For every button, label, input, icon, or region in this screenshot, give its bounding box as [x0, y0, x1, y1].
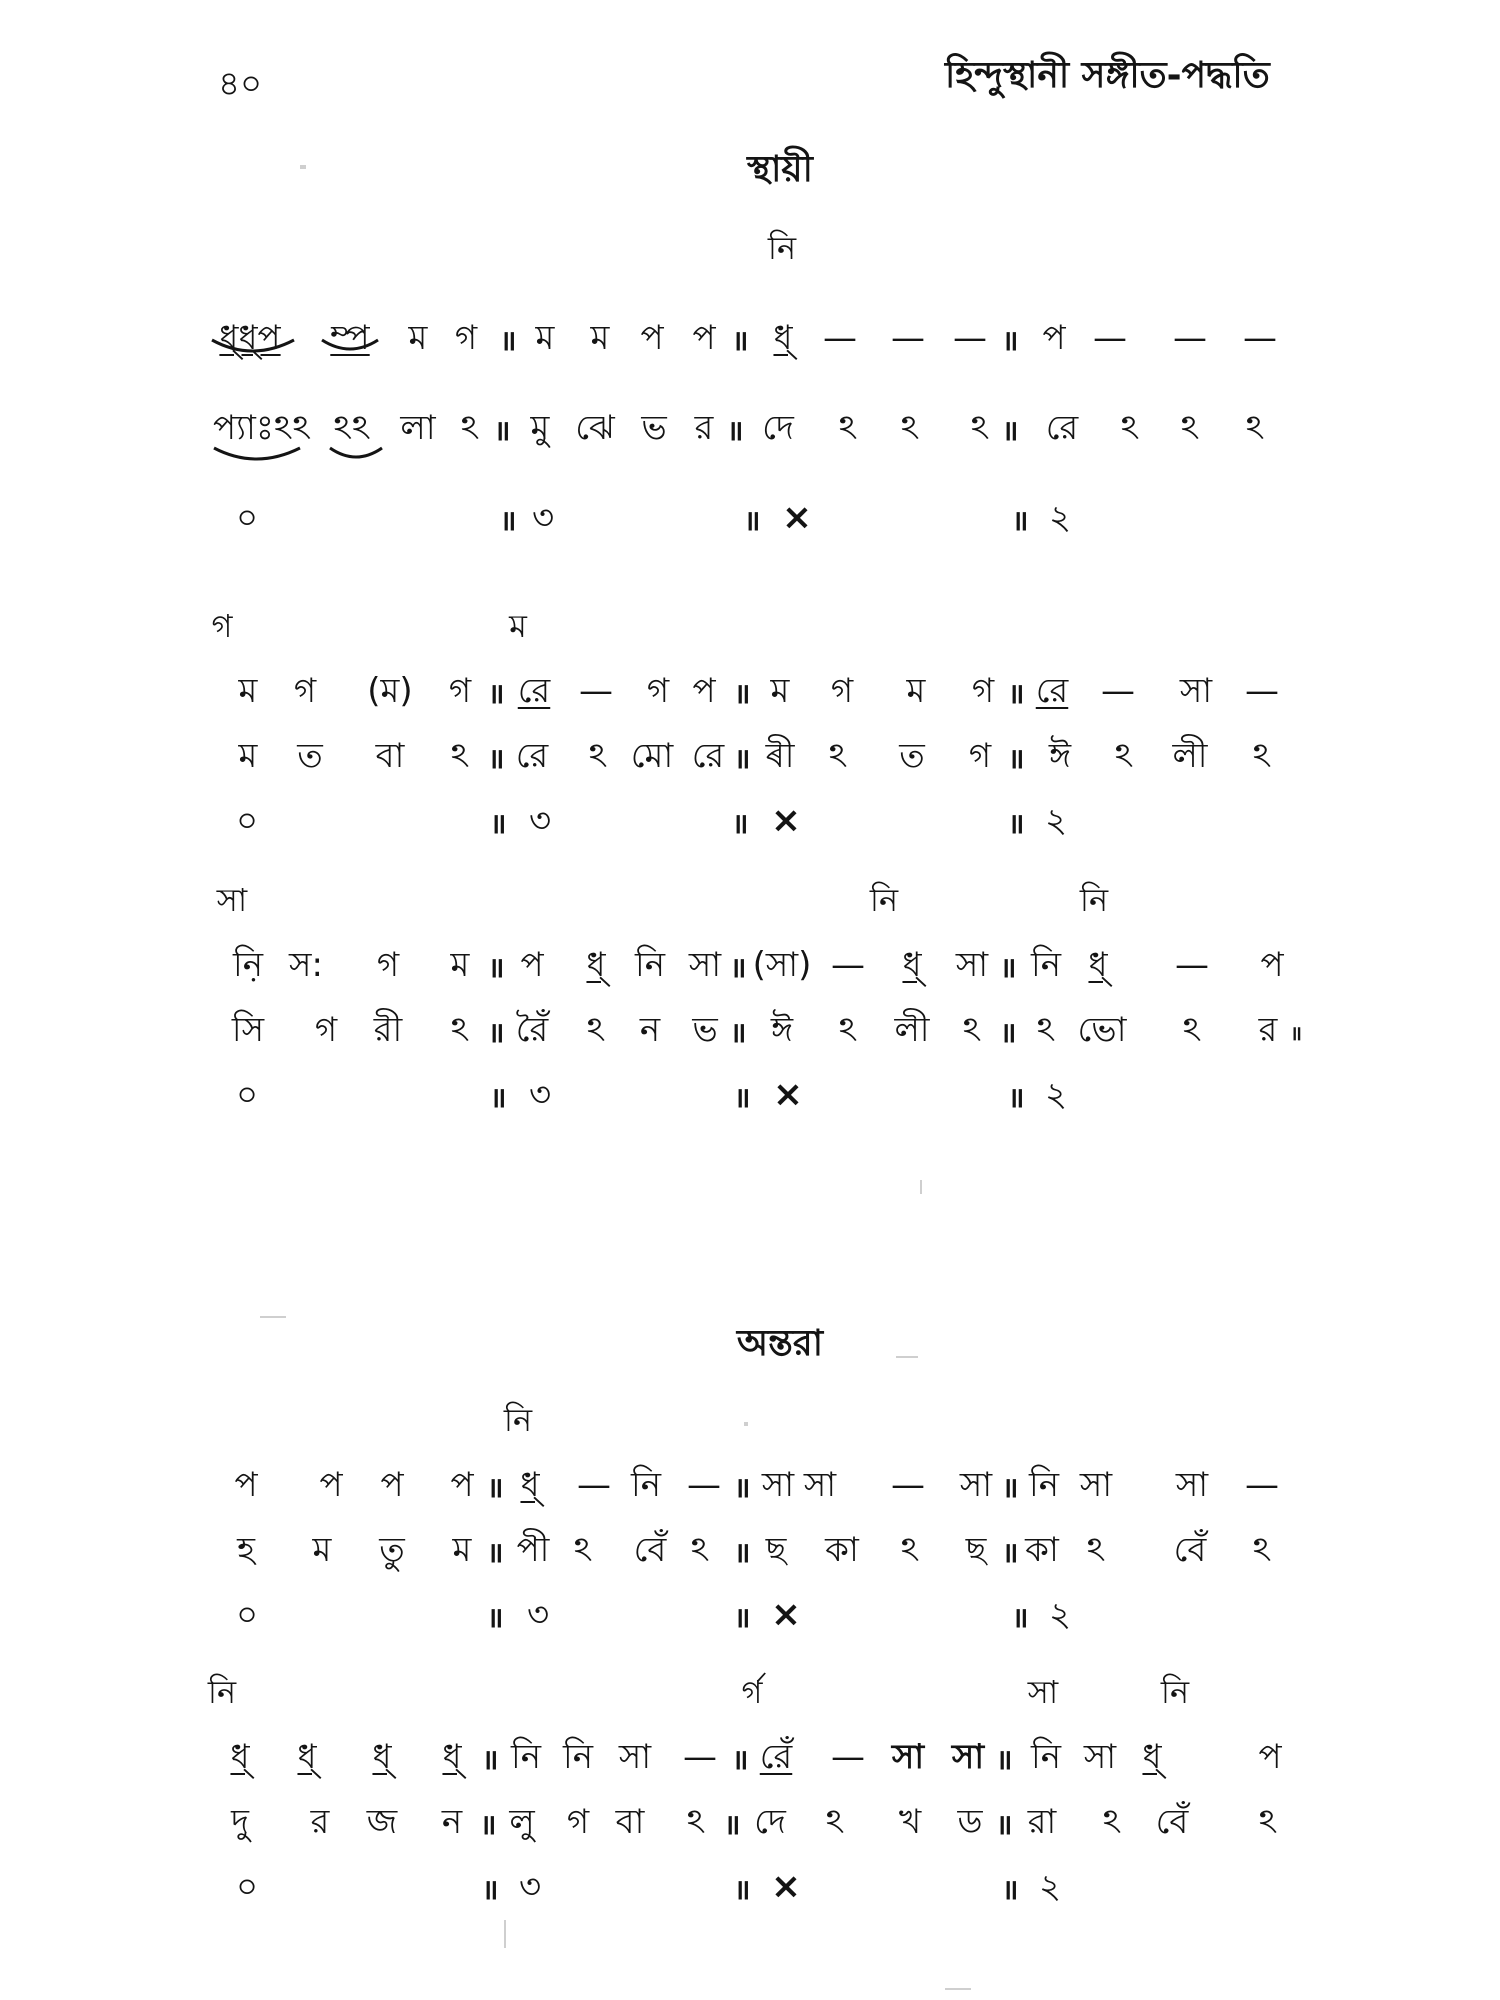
print-speck — [504, 1920, 506, 1948]
notation-swara-cell: গ — [293, 671, 317, 711]
notation-swara-cell: প — [380, 1465, 404, 1505]
notation-lyric-cell: ঽ — [828, 736, 848, 776]
notation-lyric-cell: বা — [375, 736, 405, 776]
bar-line: ॥ — [731, 807, 749, 840]
notation-swara-cell: নি — [510, 1737, 542, 1777]
notation-lyric-cell: ঽ — [1252, 1530, 1272, 1570]
notation-swara-cell: প — [1042, 318, 1066, 358]
notation-lyric-cell: ঽ — [1114, 736, 1134, 776]
notation-swara-cell: সা — [1083, 1737, 1117, 1777]
notation-swara-cell: রে — [517, 671, 551, 711]
notation-swara-cell: প — [692, 671, 716, 711]
notation-lyric-cell: গ — [968, 736, 992, 776]
notation-swara-cell: প — [640, 318, 664, 358]
notation-swara-cell: — — [1245, 1465, 1279, 1505]
notation-lyric-cell: রী — [373, 1010, 403, 1050]
notation-swara-cell: — — [831, 1737, 865, 1777]
notation-lyric-cell: ড — [957, 1802, 983, 1842]
notation-swara-cell: গ — [971, 671, 995, 711]
notation-tala-cell: ৩ — [518, 1867, 542, 1907]
notation-tala-cell: ০ — [235, 801, 259, 841]
notation-lyric-cell: লু — [509, 1802, 535, 1842]
notation-tala-cell: ৩ — [526, 1595, 550, 1635]
notation-grace-cell: নি — [1079, 881, 1109, 919]
notation-lyric-cell: ঽ — [1086, 1530, 1106, 1570]
notation-swara-cell: — — [1175, 945, 1209, 985]
notation-lyric-cell: ঽ — [900, 408, 920, 448]
notation-lyric-cell: ছ — [765, 1530, 787, 1570]
bar-line: ॥ — [733, 1081, 751, 1114]
bar-line: ॥ — [733, 742, 751, 775]
notation-lyric-cell: মো — [630, 736, 674, 776]
bar-line: ॥ — [1011, 504, 1029, 537]
notation-lyric-cell: ঽ — [450, 736, 470, 776]
notation-lyric-cell: রৈঁ — [515, 1010, 549, 1050]
bar-line: ॥ — [486, 1471, 504, 1504]
notation-lyric-cell: ঈ — [1048, 736, 1072, 776]
notation-lyric-cell: দে — [754, 1802, 786, 1842]
notation-lyric-cell: কা — [1025, 1530, 1059, 1570]
notation-lyric-cell: বেঁ — [633, 1530, 667, 1570]
notation-lyric-cell: লা — [400, 408, 436, 448]
notation-swara-cell: ধ্ — [1142, 1737, 1162, 1777]
notation-grace-cell: গ — [211, 607, 233, 645]
notation-lyric-cell: ম — [312, 1530, 332, 1570]
bar-line: ॥ — [487, 677, 505, 710]
bar-line: ॥ — [1011, 1601, 1029, 1634]
notation-lyric-cell: ঈ — [770, 1010, 794, 1050]
notation-swara-cell: রে — [1035, 671, 1069, 711]
notation-swara-cell: — — [687, 1465, 721, 1505]
notation-tala-cell: ৩ — [528, 801, 552, 841]
notation-swara-cell: সা — [1079, 1465, 1113, 1505]
notation-lyric-cell: ঽঽ — [333, 408, 371, 448]
notation-lyric-cell: ঽ — [690, 1530, 710, 1570]
notation-swara-cell: ম্প — [330, 318, 370, 358]
bar-line: ॥ — [1290, 1021, 1302, 1045]
bar-line: ॥ — [726, 414, 744, 447]
notation-lyric-cell: মু — [530, 408, 550, 448]
notation-lyric-cell: খ — [898, 1802, 922, 1842]
notation-lyric-cell: ঽ — [825, 1802, 845, 1842]
section-heading-sthayi: স্থায়ী — [747, 149, 813, 190]
notation-lyric-cell: লী — [894, 1010, 930, 1050]
section-heading-antara: অন্তরা — [736, 1323, 824, 1364]
notation-lyric-cell: ঽ — [1182, 1010, 1202, 1050]
bar-line: ॥ — [1001, 1471, 1019, 1504]
notation-swara-cell: ধ্ — [902, 945, 922, 985]
notation-swara-cell: — — [1245, 671, 1279, 711]
notation-lyric-cell: ঽ — [838, 1010, 858, 1050]
notation-swara-cell: সা — [891, 1737, 925, 1777]
print-speck — [945, 1988, 971, 1990]
notation-swara-cell: স: — [289, 945, 323, 985]
notation-swara-cell: নি — [1030, 1737, 1062, 1777]
notation-swara-cell: সা — [688, 945, 722, 985]
notation-lyric-cell: ন — [441, 1802, 463, 1842]
tala-sam-mark: × — [772, 1074, 804, 1115]
notation-lyric-cell: পী — [516, 1530, 550, 1570]
notation-lyric-cell: জ — [366, 1802, 398, 1842]
notation-swara-cell: সা — [1179, 671, 1213, 711]
bar-line: ॥ — [723, 1808, 741, 1841]
notation-lyric-cell: ঽ — [838, 408, 858, 448]
notation-swara-cell: — — [823, 318, 857, 358]
bar-line: ॥ — [743, 504, 761, 537]
bar-line: ॥ — [489, 1081, 507, 1114]
notation-grace-cell: নি — [869, 881, 899, 919]
print-speck — [744, 1422, 748, 1426]
notation-tala-cell: ২ — [1048, 498, 1072, 538]
notation-swara-cell: প — [692, 318, 716, 358]
notation-lyric-cell: রে — [691, 736, 725, 776]
notation-swara-cell: নি — [630, 1465, 662, 1505]
bar-line: ॥ — [729, 1016, 747, 1049]
bar-line: ॥ — [995, 1808, 1013, 1841]
bar-line: ॥ — [731, 1743, 749, 1776]
page-number: ৪০ — [218, 64, 263, 104]
notation-lyric-cell: ছ — [965, 1530, 987, 1570]
notation-lyric-cell: হ — [237, 1530, 255, 1570]
notation-swara-cell: সা — [803, 1465, 837, 1505]
notation-lyric-cell: প্যাঃঽঽ — [213, 408, 311, 448]
notation-tala-cell: ০ — [235, 1595, 259, 1635]
notation-swara-cell: ম — [770, 671, 790, 711]
notation-swara-cell: — — [953, 318, 987, 358]
notation-swara-cell: ধ্ — [1088, 945, 1108, 985]
bar-line: ॥ — [487, 951, 505, 984]
running-head-title: হিন্দুস্থানী সঙ্গীত-পদ্ধতি — [945, 55, 1270, 96]
notation-lyric-cell: ঽ — [1180, 408, 1200, 448]
notation-swara-cell: — — [577, 1465, 611, 1505]
notation-swara-cell: গ — [376, 945, 400, 985]
notation-swara-cell: ধ্ধ্প — [219, 318, 281, 358]
bar-line: ॥ — [493, 414, 511, 447]
notation-swara-cell: প — [319, 1465, 343, 1505]
notation-lyric-cell: সি — [231, 1010, 265, 1050]
notation-swara-cell: গ — [646, 671, 670, 711]
notation-swara-cell: সা — [955, 945, 989, 985]
bar-line: ॥ — [487, 1016, 505, 1049]
notation-grace-cell: ম — [509, 607, 527, 645]
notation-lyric-cell: বা — [615, 1802, 645, 1842]
notation-lyric-cell: র — [310, 1802, 330, 1842]
notation-swara-cell: প — [234, 1465, 258, 1505]
notation-lyric-cell: র — [1258, 1010, 1278, 1050]
notation-swara-cell: নি — [1028, 1465, 1060, 1505]
notation-lyric-cell: রে — [1045, 408, 1079, 448]
bar-line: ॥ — [1001, 324, 1019, 357]
notation-lyric-cell: ঽ — [586, 1010, 606, 1050]
notation-swara-cell: (সা) — [752, 945, 812, 985]
notation-lyric-cell: ঽ — [1036, 1010, 1056, 1050]
bar-line: ॥ — [995, 1743, 1013, 1776]
notation-lyric-cell: ঽ — [1120, 408, 1140, 448]
tala-sam-mark: × — [770, 800, 802, 841]
bar-line: ॥ — [499, 504, 517, 537]
notation-swara-cell: ধ্ — [442, 1737, 462, 1777]
bar-line: ॥ — [733, 677, 751, 710]
notation-tala-cell: ০ — [235, 498, 259, 538]
notation-swara-cell: সা — [951, 1737, 985, 1777]
notation-swara-cell: সা — [761, 1465, 795, 1505]
notation-lyric-cell: বেঁ — [1155, 1802, 1189, 1842]
notation-swara-cell: প — [450, 1465, 474, 1505]
notation-lyric-cell: লী — [1172, 736, 1208, 776]
notation-lyric-cell: ঽ — [573, 1530, 593, 1570]
bar-line: ॥ — [486, 1536, 504, 1569]
notation-lyric-cell: ঽ — [970, 408, 990, 448]
bar-line: ॥ — [733, 1471, 751, 1504]
notation-tala-cell: ২ — [1044, 801, 1068, 841]
bar-line: ॥ — [1007, 742, 1025, 775]
notation-swara-cell: রেঁ — [759, 1737, 793, 1777]
notation-lyric-cell: ম — [238, 736, 258, 776]
notation-grace-cell: সা — [1027, 1673, 1059, 1711]
notation-lyric-cell: ঽ — [1258, 1802, 1278, 1842]
notation-lyric-cell: রে — [515, 736, 549, 776]
notation-swara-cell: গ — [448, 671, 472, 711]
notation-swara-cell: ধ্ — [520, 1465, 540, 1505]
notation-swara-cell: গ — [454, 318, 478, 358]
notation-swara-cell: ম — [906, 671, 926, 711]
notation-swara-cell: সা — [959, 1465, 993, 1505]
notation-lyric-cell: ম — [452, 1530, 472, 1570]
notation-tala-cell: ২ — [1044, 1075, 1068, 1115]
bar-line: ॥ — [999, 1016, 1017, 1049]
notation-grace-cell: সা — [216, 881, 248, 919]
notation-swara-cell: — — [1243, 318, 1277, 358]
notation-swara-cell: ম — [590, 318, 610, 358]
notation-grace-cell: নি — [503, 1401, 533, 1439]
notation-tala-cell: ২ — [1038, 1867, 1062, 1907]
notation-swara-cell: ধ্ — [586, 945, 606, 985]
notation-swara-cell: সা — [1175, 1465, 1209, 1505]
bar-line: ॥ — [487, 742, 505, 775]
notation-swara-cell: প — [1260, 945, 1284, 985]
notation-lyric-cell: ত — [899, 736, 925, 776]
notation-swara-cell: প — [520, 945, 544, 985]
notation-lyric-cell: দু — [231, 1802, 249, 1842]
bar-line: ॥ — [1007, 807, 1025, 840]
bar-line: ॥ — [999, 951, 1017, 984]
notation-lyric-cell: কা — [825, 1530, 859, 1570]
notation-lyric-cell: গ — [314, 1010, 338, 1050]
notation-swara-cell: — — [891, 1465, 925, 1505]
notation-lyric-cell: ঽ — [450, 1010, 470, 1050]
notation-lyric-cell: ন — [639, 1010, 661, 1050]
bar-line: ॥ — [1001, 1873, 1019, 1906]
notation-lyric-cell: র — [694, 408, 714, 448]
notation-swara-cell: ম — [238, 671, 258, 711]
notation-grace-cell: নি — [767, 229, 797, 267]
notation-lyric-cell: দে — [762, 408, 794, 448]
tala-sam-mark: × — [781, 497, 813, 538]
notation-lyric-cell: তু — [379, 1530, 405, 1570]
bar-line: ॥ — [1007, 677, 1025, 710]
tala-sam-mark: × — [770, 1866, 802, 1907]
notation-swara-cell: — — [579, 671, 613, 711]
notation-swara-cell: প — [1258, 1737, 1282, 1777]
notation-swara-cell: — — [1093, 318, 1127, 358]
bar-line: ॥ — [481, 1873, 499, 1906]
notation-lyric-cell: ভ — [641, 408, 667, 448]
notation-swara-cell: ধ্ — [297, 1737, 317, 1777]
notation-lyric-cell: রা — [1027, 1802, 1057, 1842]
notation-lyric-cell: ঽ — [1102, 1802, 1122, 1842]
notation-lyric-cell: ঽ — [962, 1010, 982, 1050]
bar-line: ॥ — [1001, 1536, 1019, 1569]
bar-line: ॥ — [733, 1536, 751, 1569]
notation-grace-cell: র্গ — [741, 1673, 763, 1711]
bar-line: ॥ — [499, 324, 517, 357]
notation-lyric-cell: ভো — [1077, 1010, 1127, 1050]
notation-swara-cell: গ — [830, 671, 854, 711]
bar-line: ॥ — [1001, 414, 1019, 447]
notation-swara-cell: — — [683, 1737, 717, 1777]
bar-line: ॥ — [733, 1873, 751, 1906]
print-speck — [300, 165, 306, 169]
notation-swara-cell: সা — [618, 1737, 652, 1777]
notation-lyric-cell: বেঁ — [1173, 1530, 1207, 1570]
notation-swara-cell: — — [1101, 671, 1135, 711]
notation-tala-cell: ০ — [235, 1075, 259, 1115]
notation-swara-cell: ম — [535, 318, 555, 358]
bar-line: ॥ — [729, 951, 747, 984]
notation-lyric-cell: ভ — [692, 1010, 718, 1050]
notation-lyric-cell: ৰী — [765, 736, 795, 776]
notation-tala-cell: ৩ — [528, 1075, 552, 1115]
bar-line: ॥ — [479, 1808, 497, 1841]
print-speck — [260, 1316, 286, 1318]
notation-swara-cell: — — [1173, 318, 1207, 358]
bar-line: ॥ — [489, 807, 507, 840]
notation-swara-cell: নি় — [232, 945, 264, 985]
notation-swara-cell: ধ্ — [230, 1737, 250, 1777]
bar-line: ॥ — [1007, 1081, 1025, 1114]
notation-tala-cell: ০ — [235, 1867, 259, 1907]
bar-line: ॥ — [731, 324, 749, 357]
tala-sam-mark: × — [770, 1594, 802, 1635]
notation-swara-cell: — — [891, 318, 925, 358]
print-speck — [896, 1356, 918, 1358]
notation-swara-cell: ম — [408, 318, 428, 358]
notation-lyric-cell: ঽ — [900, 1530, 920, 1570]
notation-swara-cell: নি — [562, 1737, 594, 1777]
notation-grace-cell: নি — [1160, 1673, 1190, 1711]
notation-swara-cell: ধ্ — [773, 318, 793, 358]
notation-tala-cell: ৩ — [531, 498, 555, 538]
bar-line: ॥ — [486, 1601, 504, 1634]
notation-lyric-cell: ঽ — [460, 408, 480, 448]
notation-lyric-cell: ঝে — [575, 408, 615, 448]
bar-line: ॥ — [481, 1743, 499, 1776]
notation-lyric-cell: গ — [566, 1802, 590, 1842]
notation-swara-cell: নি — [634, 945, 666, 985]
notation-lyric-cell: ঽ — [1245, 408, 1265, 448]
notation-swara-cell: ধ্ — [372, 1737, 392, 1777]
notation-lyric-cell: ঽ — [686, 1802, 706, 1842]
notation-lyric-cell: ঽ — [1252, 736, 1272, 776]
print-speck — [920, 1180, 922, 1194]
notation-lyric-cell: ত — [297, 736, 323, 776]
notation-swara-cell: (ম) — [367, 671, 413, 711]
notation-swara-cell: নি — [1030, 945, 1062, 985]
notation-swara-cell: ম — [450, 945, 470, 985]
notation-swara-cell: — — [831, 945, 865, 985]
notation-grace-cell: নি — [207, 1673, 237, 1711]
bar-line: ॥ — [733, 1601, 751, 1634]
notation-tala-cell: ২ — [1048, 1595, 1072, 1635]
notation-lyric-cell: ঽ — [588, 736, 608, 776]
